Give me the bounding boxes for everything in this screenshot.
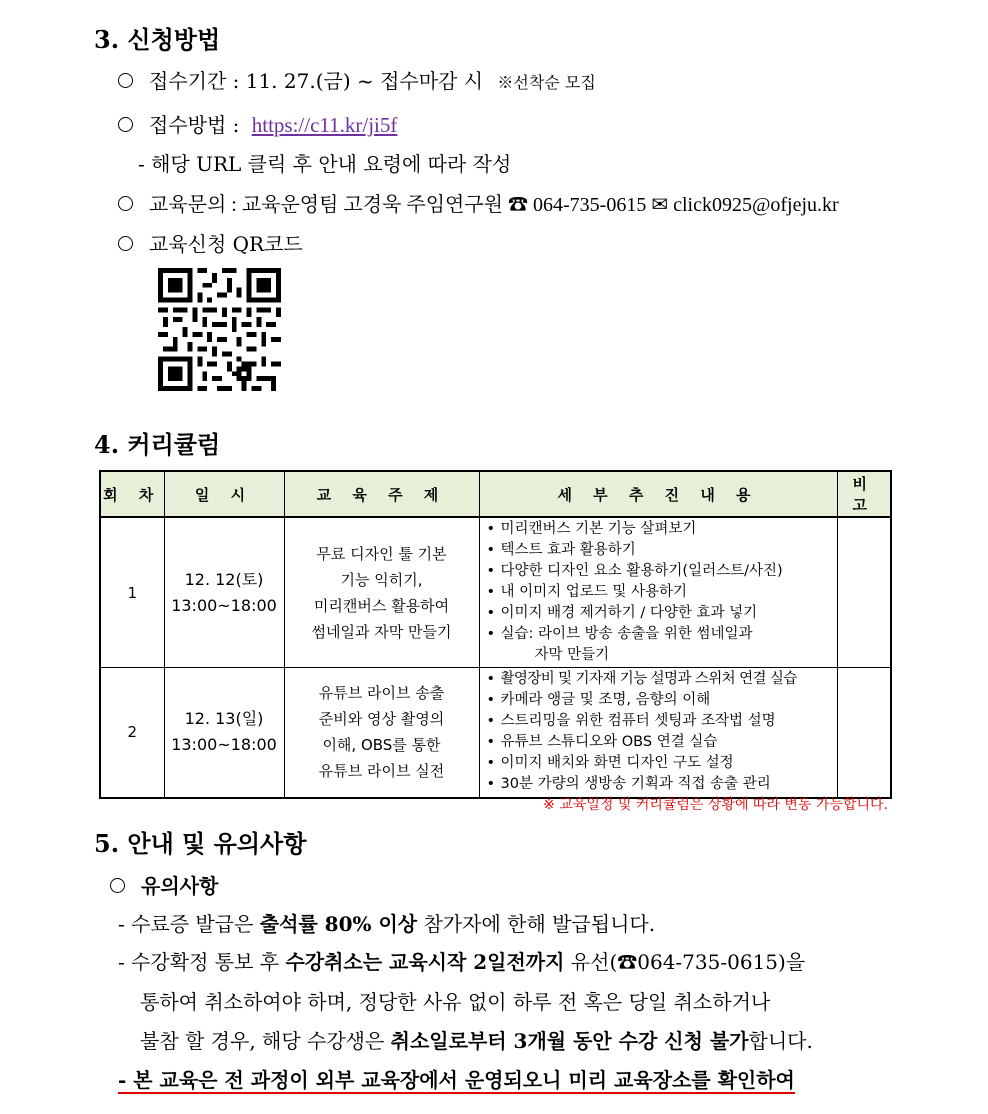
header-topic: 교 육 주 제 [284, 471, 479, 517]
table-row [100, 668, 891, 798]
caution-item-2-line2: 통하여 취소하여야 하며, 정당한 사유 없이 하루 전 혹은 당일 취소하거나 [140, 990, 771, 1014]
header-datetime: 일 시 [164, 471, 284, 517]
section4-title: 4. 커리큘럼 [94, 430, 221, 459]
section5-title: 5. 안내 및 유의사항 [94, 829, 307, 858]
session-remark [837, 517, 891, 668]
detail-item: • 다양한 디자인 요소 활용하기(일러스트/사진) [487, 561, 836, 582]
curriculum-note: ※ 교육일정 및 커리큘럼은 상황에 따라 변동 가능합니다. [543, 797, 888, 813]
deadline-note: ※선착순 모집 [497, 73, 596, 92]
table-row [100, 517, 891, 668]
session-time: 13:00~18:00 [171, 735, 277, 755]
detail-item: • 실습: 라이브 방송 송출을 위한 썸네일과 [487, 624, 836, 645]
underlined-text: - 본 교육은 전 과정이 외부 교육장에서 운영되오니 미리 교육장소를 확인하여 [118, 1068, 795, 1092]
header-session: 회 차 [100, 471, 164, 517]
session-number: 1 [100, 517, 164, 668]
detail-item: • 이미지 배경 제거하기 / 다양한 효과 넣기 [487, 603, 836, 624]
session-remark [837, 668, 891, 798]
qr-label: 교육신청 QR코드 [149, 232, 303, 256]
session-datetime [164, 517, 284, 668]
caution-heading [110, 870, 218, 899]
inquiry-line [118, 188, 839, 217]
inquiry-text: 교육문의 : 교육운영팀 고경욱 주임연구원 ☎ 064-735-0615 ✉ click0925@ofjeju.kr [149, 194, 839, 216]
session-topic [284, 668, 479, 798]
detail-item: • 이미지 배치와 화면 디자인 구도 설정 [487, 753, 836, 774]
caution-item-1 [118, 908, 655, 937]
session-topic [284, 517, 479, 668]
detail-item: • 유튜브 스튜디오와 OBS 연결 실습 [487, 732, 836, 753]
caution-item-2-line3 [140, 1025, 813, 1054]
session-date: 12. 12(토) [184, 569, 264, 589]
topic-line: 준비와 영상 촬영의 [318, 710, 445, 729]
topic-line: 무료 디자인 툴 기본 [316, 544, 447, 563]
qr-line [118, 228, 303, 257]
circle-bullet-icon [118, 117, 133, 132]
table-header-row [100, 471, 891, 517]
detail-item: • 카메라 앵글 및 조명, 음향의 이해 [487, 690, 836, 711]
topic-line: 유튜브 라이브 송출 [318, 684, 445, 703]
method-line [118, 109, 397, 138]
method-sub: - 해당 URL 클릭 후 안내 요령에 따라 작성 [138, 152, 512, 176]
detail-item: • 스트리밍을 위한 컴퓨터 셋팅과 조작법 설명 [487, 711, 836, 732]
session-details [479, 668, 837, 798]
circle-bullet-icon [118, 73, 133, 88]
header-details: 세 부 추 진 내 용 [479, 471, 837, 517]
circle-bullet-icon [110, 878, 125, 893]
bold-span: 출석률 80% 이상 [259, 912, 418, 936]
text-span: - 수강확정 통보 후 [118, 950, 286, 974]
bold-span: 수강취소는 교육시작 2일전까지 [285, 950, 565, 974]
application-link[interactable]: https://c11.kr/ji5f [251, 113, 398, 137]
qr-code-icon[interactable] [158, 268, 281, 391]
circle-bullet-icon [118, 196, 133, 211]
session-date: 12. 13(일) [184, 709, 264, 729]
topic-line: 기능 익히기, [340, 570, 423, 589]
session-datetime [164, 668, 284, 798]
session-time: 13:00~18:00 [171, 595, 277, 615]
topic-line: 미리캔버스 활용하여 [313, 596, 450, 615]
detail-item: • 미리캔버스 기본 기능 살펴보기 [487, 519, 836, 540]
session-number: 2 [100, 668, 164, 798]
session-details [479, 517, 837, 668]
detail-item: • 내 이미지 업로드 및 사용하기 [487, 582, 836, 603]
detail-item: • 텍스트 효과 활용하기 [487, 540, 836, 561]
caution-label: 유의사항 [141, 874, 219, 898]
circle-bullet-icon [118, 236, 133, 251]
topic-line: 이해, OBS를 통한 [322, 736, 441, 755]
method-label: 접수방법 : [149, 113, 240, 137]
text-span: 유선(☎064-735-0615)을 [564, 950, 806, 974]
bold-span: 취소일로부터 3개월 동안 수강 신청 불가 [390, 1029, 749, 1053]
text-span: 참가자에 한해 발급됩니다. [417, 912, 656, 936]
text-span: 합니다. [748, 1029, 813, 1053]
caution-item-2 [118, 946, 805, 975]
section3-title: 3. 신청방법 [94, 25, 221, 54]
header-remark: 비 고 [837, 471, 891, 517]
topic-line: 유튜브 라이브 실전 [318, 762, 445, 781]
caution-item-3 [118, 1064, 795, 1093]
curriculum-table [99, 470, 892, 799]
text-span: - 수료증 발급은 [118, 912, 260, 936]
topic-line: 썸네일과 자막 만들기 [311, 622, 452, 641]
detail-item: • 30분 가량의 생방송 기획과 직접 송출 관리 [487, 774, 836, 795]
detail-item-continued: 자막 만들기 [534, 647, 610, 663]
detail-item: • 촬영장비 및 기자재 기능 설명과 스위처 연결 실습 [487, 669, 836, 690]
deadline-text: 접수기간 : 11. 27.(금) ~ 접수마감 시 [149, 69, 484, 93]
deadline-line [118, 65, 596, 94]
text-span: 불참 할 경우, 해당 수강생은 [140, 1029, 391, 1053]
